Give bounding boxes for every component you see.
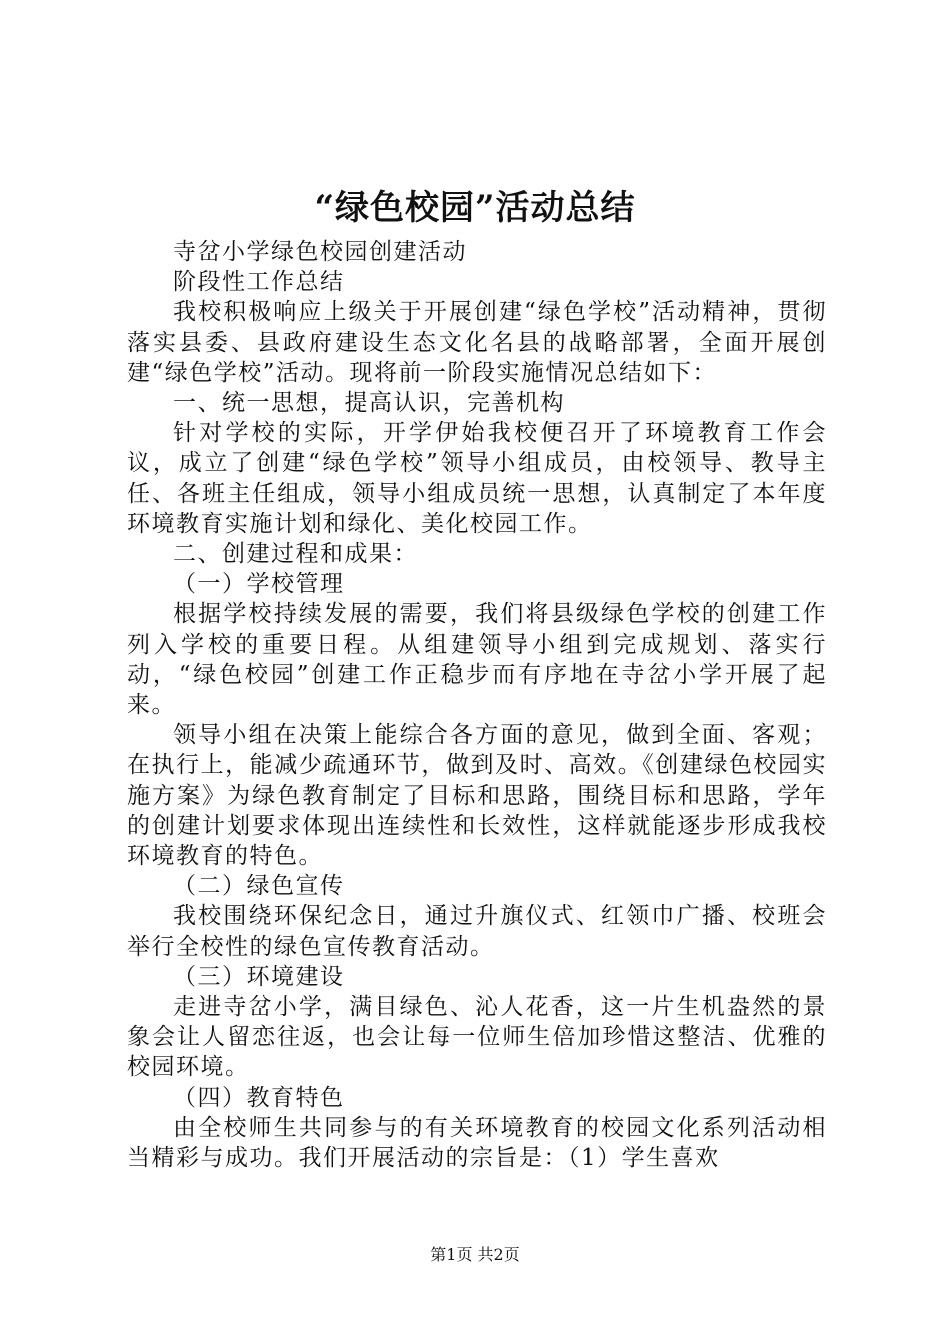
paragraph: 阶段性工作总结 bbox=[173, 269, 345, 296]
subsection-heading: （一）学校管理 bbox=[173, 571, 345, 598]
paragraph: 我校围绕环保纪念日，通过升旗仪式、红领巾广播、校班会举行全校性的绿色宣传教育活动。 bbox=[127, 903, 827, 960]
document-title: “绿色校园”活动总结 bbox=[314, 188, 636, 228]
paragraph: 领导小组在决策上能综合各方面的意见，做到全面、客观；在执行上，能减少疏通环节，做到及时、高效。《创建绿色校园实施方案》为绿色教育制定了目标和思路，围绕目标和思路，学年的创建计划要求体现出连续性和长效性，这样就能逐步形成我校环境教育的特色。 bbox=[127, 722, 827, 870]
paragraph: 针对学校的实际，开学伊始我校便召开了环境教育工作会议，成立了创建“绿色学校”领导小组成员，由校领导、教导主任、各班主任组成，领导小组成员统一思想，认真制定了本年度环境教育实施计划和绿化、美化校园工作。 bbox=[127, 420, 827, 537]
page-footer: 第1页 共2页 bbox=[430, 1245, 520, 1264]
section-heading: 一、统一思想，提高认识，完善机构 bbox=[173, 390, 565, 417]
paragraph: 走进寺岔小学，满目绿色、沁人花香，这一片生机盎然的景象会让人留恋往返，也会让每一位师生倍加珍惜这整洁、优雅的校园环境。 bbox=[127, 994, 827, 1081]
subsection-heading: （四）教育特色 bbox=[173, 1084, 345, 1111]
section-heading: 二、创建过程和成果： bbox=[173, 541, 418, 568]
subsection-heading: （二）绿色宣传 bbox=[173, 873, 345, 900]
paragraph: 根据学校持续发展的需要，我们将县级绿色学校的创建工作列入学校的重要日程。从组建领导小组到完成规划、落实行动，“绿色校园”创建工作正稳步而有序地在寺岔小学开展了起来。 bbox=[127, 601, 827, 719]
paragraph: 由全校师生共同参与的有关环境教育的校园文化系列活动相当精彩与成功。我们开展活动的宗旨是：（1）学生喜欢 bbox=[127, 1114, 827, 1172]
paragraph: 我校积极响应上级关于开展创建“绿色学校”活动精神，贯彻落实县委、县政府建设生态文化名县的战略部署，全面开展创建“绿色学校”活动。现将前一阶段实施情况总结如下： bbox=[127, 299, 827, 386]
subsection-heading: （三）环境建设 bbox=[173, 963, 345, 990]
document-body bbox=[127, 237, 827, 1173]
paragraph: 寺岔小学绿色校园创建活动 bbox=[173, 239, 467, 265]
